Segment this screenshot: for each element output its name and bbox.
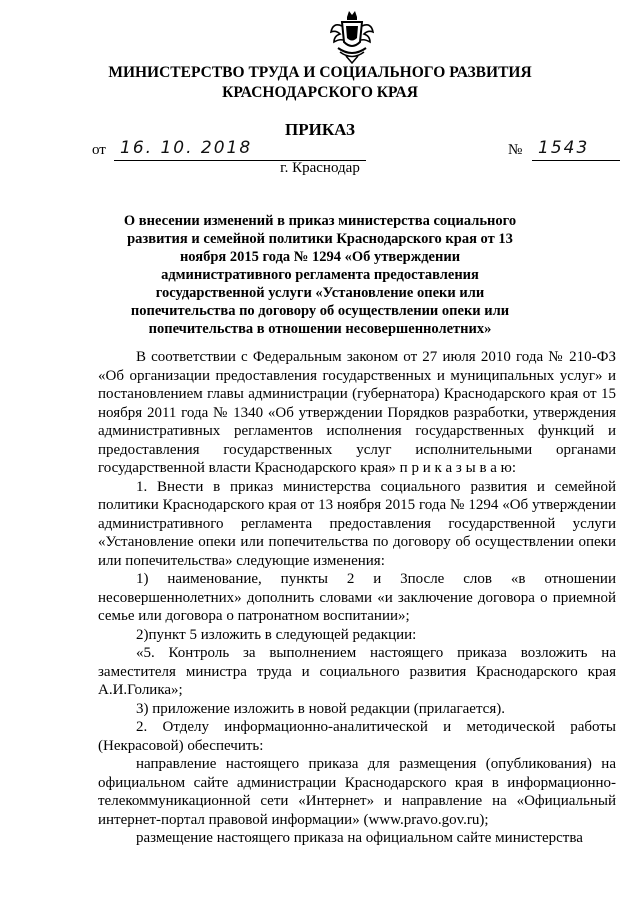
- body-paragraph: 2)пункт 5 изложить в следующей редакции:: [136, 626, 417, 643]
- city: г. Краснодар: [280, 160, 360, 176]
- krasnodar-coat-of-arms-icon: [330, 8, 374, 64]
- order-body: [98, 348, 616, 848]
- body-paragraph: 2. Отделу информационно-аналитической и методической работы (Некрасовой) обеспечить:: [98, 719, 616, 754]
- body-paragraph: 3) приложение изложить в новой редакции (прилагается).: [136, 700, 505, 717]
- body-paragraph: В соответствии с Федеральным законом от 27 июля 2010 года № 210-ФЗ «Об организации предоставления государственных и муниципальных услуг» и постановлением главы администрации (губернатора) Краснодарского края от 15 ноября 2011 года № 1340 «Об утверждении Порядков разработки, утверждения административных регламентов исполнения государственных функций и предоставления государственных услуг исполнительными органами государственной власти Краснодарского края» п р и к а з ы в а ю:: [98, 349, 616, 476]
- body-paragraph: «5. Контроль за выполнением настоящего приказа возложить на заместителя министра труда и социального развития Краснодарского края А.И.Голика»;: [98, 645, 616, 698]
- body-paragraph: направление настоящего приказа для размещения (опубликования) на официальном сайте администрации Краснодарского края в информационно-телекоммуникационной сети «Интернет» и направление на «Официальный интернет-портал правовой информации» (www.pravo.gov.ru);: [98, 756, 616, 828]
- body-paragraph: 1) наименование, пункты 2 и 3после слов «в отношении несовершеннолетних» дополнить словами «и заключение договора о приемной семье или договора о патронатном воспитании»;: [98, 571, 616, 624]
- order-subject: О внесении изменений в приказ министерства социального развития и семейной политики Краснодарского края от 13 ноября 2015 года № 1294 «Об утверждении административного регламента предоставления государственной услуги «Установление опеки или попечительства по договору об осуществлении опеки или попечительства в отношении несовершеннолетних»: [123, 213, 517, 337]
- number-label: №: [508, 142, 523, 158]
- ministry-line-1: МИНИСТЕРСТВО ТРУДА И СОЦИАЛЬНОГО РАЗВИТИЯ: [108, 64, 532, 81]
- body-paragraph: размещение настоящего приказа на официальном сайте министерства: [136, 830, 583, 846]
- ministry-name: [0, 63, 640, 103]
- date-label: от: [92, 142, 106, 158]
- date-value: 16. 10. 2018: [114, 138, 366, 161]
- ministry-line-2: КРАСНОДАРСКОГО КРАЯ: [222, 84, 418, 101]
- order-title: ПРИКАЗ: [285, 120, 355, 139]
- number-value: 1543: [532, 138, 620, 161]
- body-paragraph: 1. Внести в приказ министерства социального развития и семейной политики Краснодарского края от 13 ноября 2015 года № 1294 «Об утверждении административного регламента предоставления государственной услуги «Установление опеки или попечительства по договору об осуществлении опеки или попечительства» следующие изменения:: [98, 478, 616, 569]
